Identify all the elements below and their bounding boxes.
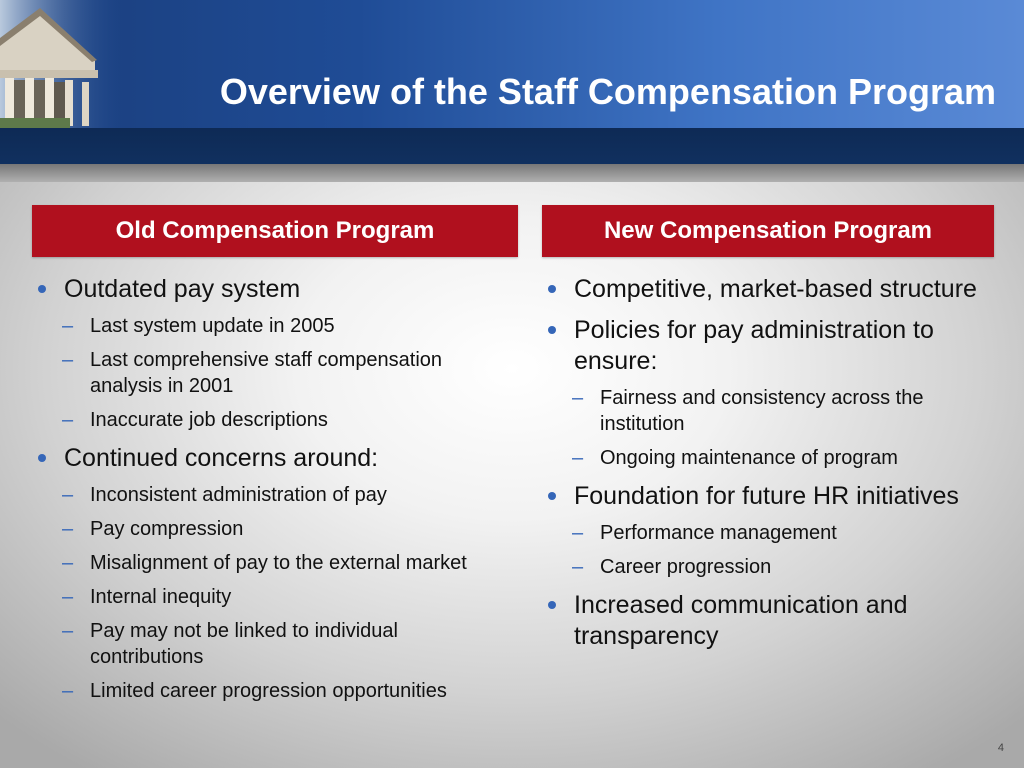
dash-icon: – [572, 387, 584, 409]
dash-icon: – [572, 556, 584, 578]
list-item [546, 590, 986, 652]
sub-item-text: Pay may not be linked to individual contributions [90, 620, 398, 668]
sub-item-text: Ongoing maintenance of program [600, 447, 898, 469]
item-text: Outdated pay system [64, 275, 301, 303]
bullet-icon [548, 601, 556, 609]
sub-item-text: Pay compression [90, 518, 244, 540]
sub-item-text: Inaccurate job descriptions [90, 409, 328, 431]
header-shadow-band [0, 164, 1024, 182]
bullet-icon [548, 285, 556, 293]
dash-icon: – [62, 484, 74, 506]
old-program-header: Old Compensation Program [32, 205, 518, 257]
dash-icon: – [62, 518, 74, 540]
list-item [36, 274, 476, 305]
sub-list-item [36, 550, 476, 576]
dash-icon: – [62, 552, 74, 574]
page-number: 4 [997, 742, 1004, 754]
list-item [546, 274, 986, 305]
dash-icon: – [62, 409, 74, 431]
sub-item-text: Inconsistent administration of pay [90, 484, 387, 506]
new-program-header: New Compensation Program [542, 205, 994, 257]
sub-item-text: Last comprehensive staff compensation analysis in 2001 [90, 349, 443, 397]
page-title: Overview of the Staff Compensation Program [219, 71, 996, 112]
item-text: Foundation for future HR initiatives [574, 482, 959, 510]
sub-item-text: Career progression [600, 556, 772, 578]
dash-icon: – [62, 586, 74, 608]
bullet-icon [548, 492, 556, 500]
sub-list-item [546, 520, 986, 546]
building-illustration [0, 0, 125, 128]
sub-list-item [36, 618, 476, 670]
sub-list-item [546, 385, 986, 437]
sub-list-item [546, 554, 986, 580]
dash-icon: – [62, 349, 74, 371]
list-item [546, 481, 986, 512]
item-text: Competitive, market-based structure [574, 275, 977, 303]
sub-list-item [36, 407, 476, 433]
title-banner [0, 0, 1024, 128]
header-underline-bar [0, 128, 1024, 164]
dash-icon: – [62, 680, 74, 702]
bullet-icon [38, 285, 46, 293]
sub-list-item [36, 516, 476, 542]
list-item [36, 443, 476, 474]
old-program-list [36, 274, 476, 704]
dash-icon: – [572, 522, 584, 544]
sub-item-text: Fairness and consistency across the institution [600, 387, 924, 435]
sub-item-text: Limited career progression opportunities [90, 680, 447, 702]
bullet-icon [548, 326, 556, 334]
sub-item-text: Internal inequity [90, 586, 232, 608]
item-text: Increased communication and transparency [574, 591, 908, 650]
sub-list-item [36, 584, 476, 610]
sub-item-text: Misalignment of pay to the external market [90, 552, 467, 574]
new-program-list [546, 274, 986, 652]
item-text: Continued concerns around: [64, 444, 379, 472]
sub-list-item [36, 678, 476, 704]
bullet-icon [38, 454, 46, 462]
dash-icon: – [62, 620, 74, 642]
dash-icon: – [572, 447, 584, 469]
list-item [546, 315, 986, 377]
sub-item-text: Last system update in 2005 [90, 315, 335, 337]
sub-list-item [546, 445, 986, 471]
sub-item-text: Performance management [600, 522, 837, 544]
sub-list-item [36, 482, 476, 508]
sub-list-item [36, 347, 476, 399]
sub-list-item [36, 313, 476, 339]
dash-icon: – [62, 315, 74, 337]
item-text: Policies for pay administration to ensure: [574, 316, 934, 375]
